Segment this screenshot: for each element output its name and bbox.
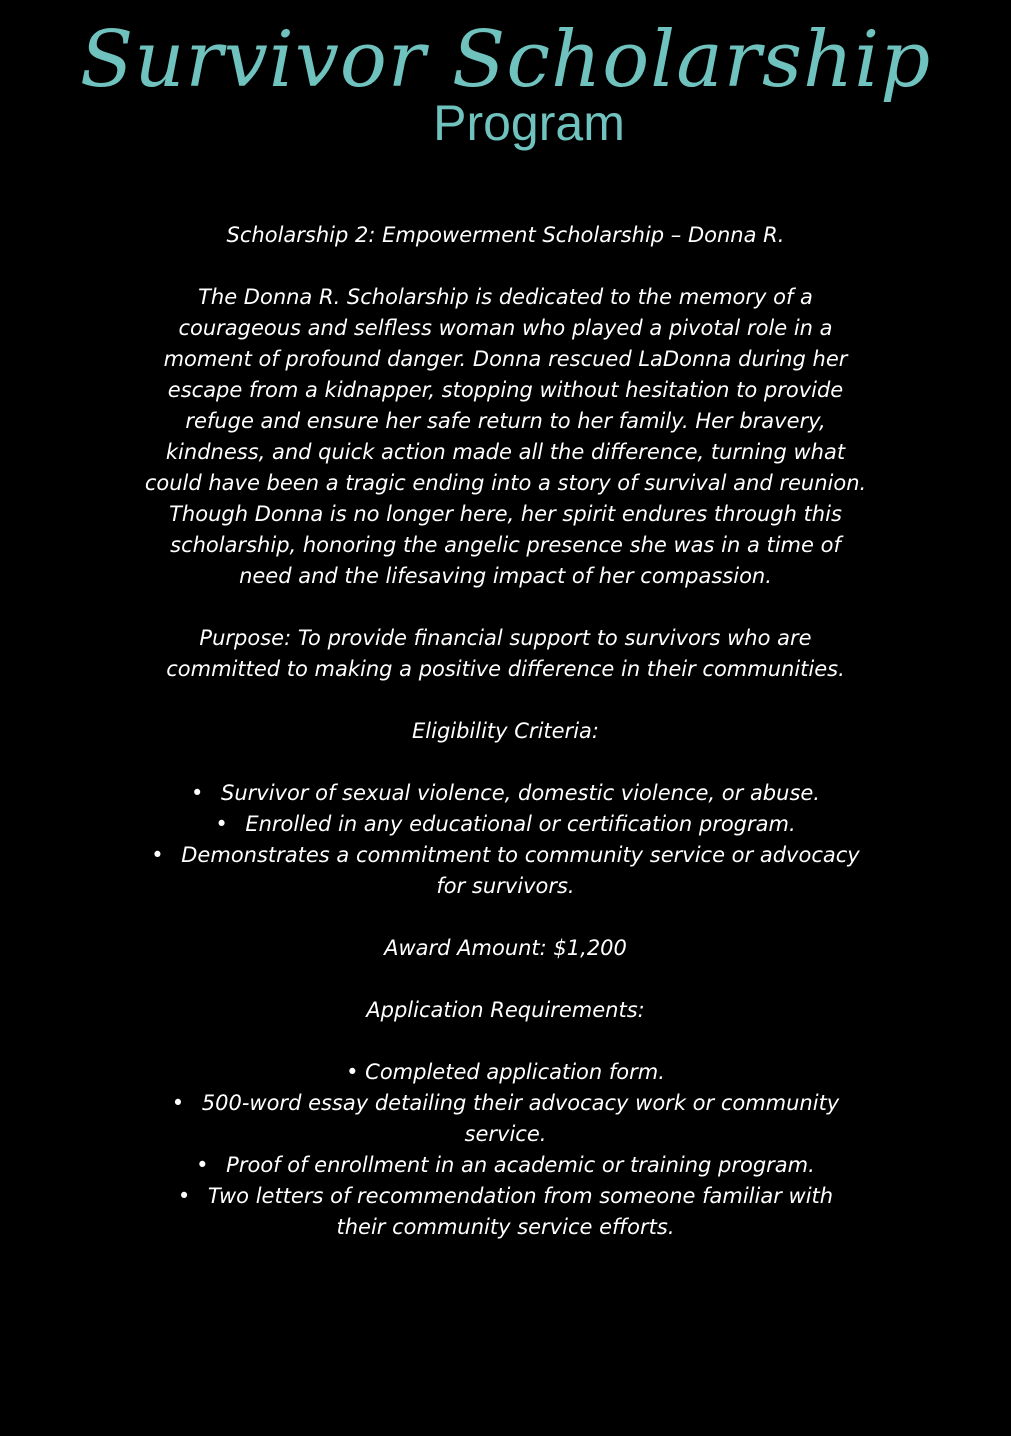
application-item	[0, 1181, 1011, 1212]
spacer	[0, 902, 1011, 933]
description-line: need and the lifesaving impact of her compassion.	[239, 564, 772, 588]
description-line: The Donna R. Scholarship is dedicated to the memory of a	[198, 285, 813, 309]
description-line: could have been a tragic ending into a story of survival and reunion.	[144, 471, 867, 495]
bullet-icon: •	[151, 843, 164, 867]
description-line: scholarship, honoring the angelic presence she was in a time of	[170, 533, 841, 557]
description-line: kindness, and quick action made all the difference, turning what	[165, 440, 846, 464]
title-program: Program	[433, 95, 625, 151]
eligibility-item	[0, 778, 1011, 809]
spacer	[0, 964, 1011, 995]
spacer	[0, 592, 1011, 623]
purpose-line: Purpose: To provide financial support to survivors who are	[199, 626, 812, 650]
application-item-continuation: service.	[464, 1122, 547, 1146]
scholarship-heading: Scholarship 2: Empowerment Scholarship – Donna R.	[226, 223, 785, 247]
purpose-line: committed to making a positive difference in their communities.	[166, 657, 845, 681]
eligibility-heading: Eligibility Criteria:	[412, 719, 599, 743]
application-item	[0, 1150, 1011, 1181]
spacer	[0, 685, 1011, 716]
description-line: Though Donna is no longer here, her spirit endures through this	[169, 502, 842, 526]
description-line: moment of profound danger. Donna rescued LaDonna during her	[163, 347, 848, 371]
application-item-text: Two letters of recommendation from someone familiar with	[207, 1184, 834, 1208]
spacer	[0, 1026, 1011, 1057]
document-body	[0, 220, 1011, 1243]
bullet-icon: •	[196, 1153, 209, 1177]
bullet-icon: •	[171, 1091, 185, 1115]
application-heading: Application Requirements:	[366, 998, 645, 1022]
application-item-continuation: their community service efforts.	[336, 1215, 675, 1239]
eligibility-item-text: Survivor of sexual violence, domestic violence, or abuse.	[221, 781, 820, 805]
award-amount: Award Amount: $1,200	[384, 936, 627, 960]
spacer	[0, 251, 1011, 282]
title-script: Survivor Scholarship	[79, 15, 932, 105]
application-item-text: 500-word essay detailing their advocacy work or community	[201, 1091, 840, 1115]
bullet-icon: •	[191, 781, 204, 805]
application-item	[0, 1088, 1011, 1119]
description-line: refuge and ensure her safe return to her family. Her bravery,	[185, 409, 826, 433]
application-item: • Completed application form.	[346, 1060, 665, 1084]
eligibility-item	[0, 809, 1011, 840]
eligibility-item-continuation: for survivors.	[436, 874, 575, 898]
application-item-text: Proof of enrollment in an academic or training program.	[226, 1153, 815, 1177]
description-line: escape from a kidnapper, stopping without hesitation to provide	[167, 378, 844, 402]
eligibility-item	[0, 840, 1011, 871]
description-line: courageous and selfless woman who played a pivotal role in a	[178, 316, 833, 340]
eligibility-item-text: Enrolled in any educational or certification program.	[245, 812, 796, 836]
bullet-icon: •	[215, 812, 228, 836]
spacer	[0, 747, 1011, 778]
bullet-icon: •	[177, 1184, 191, 1208]
eligibility-item-text: Demonstrates a commitment to community service or advocacy	[181, 843, 860, 867]
